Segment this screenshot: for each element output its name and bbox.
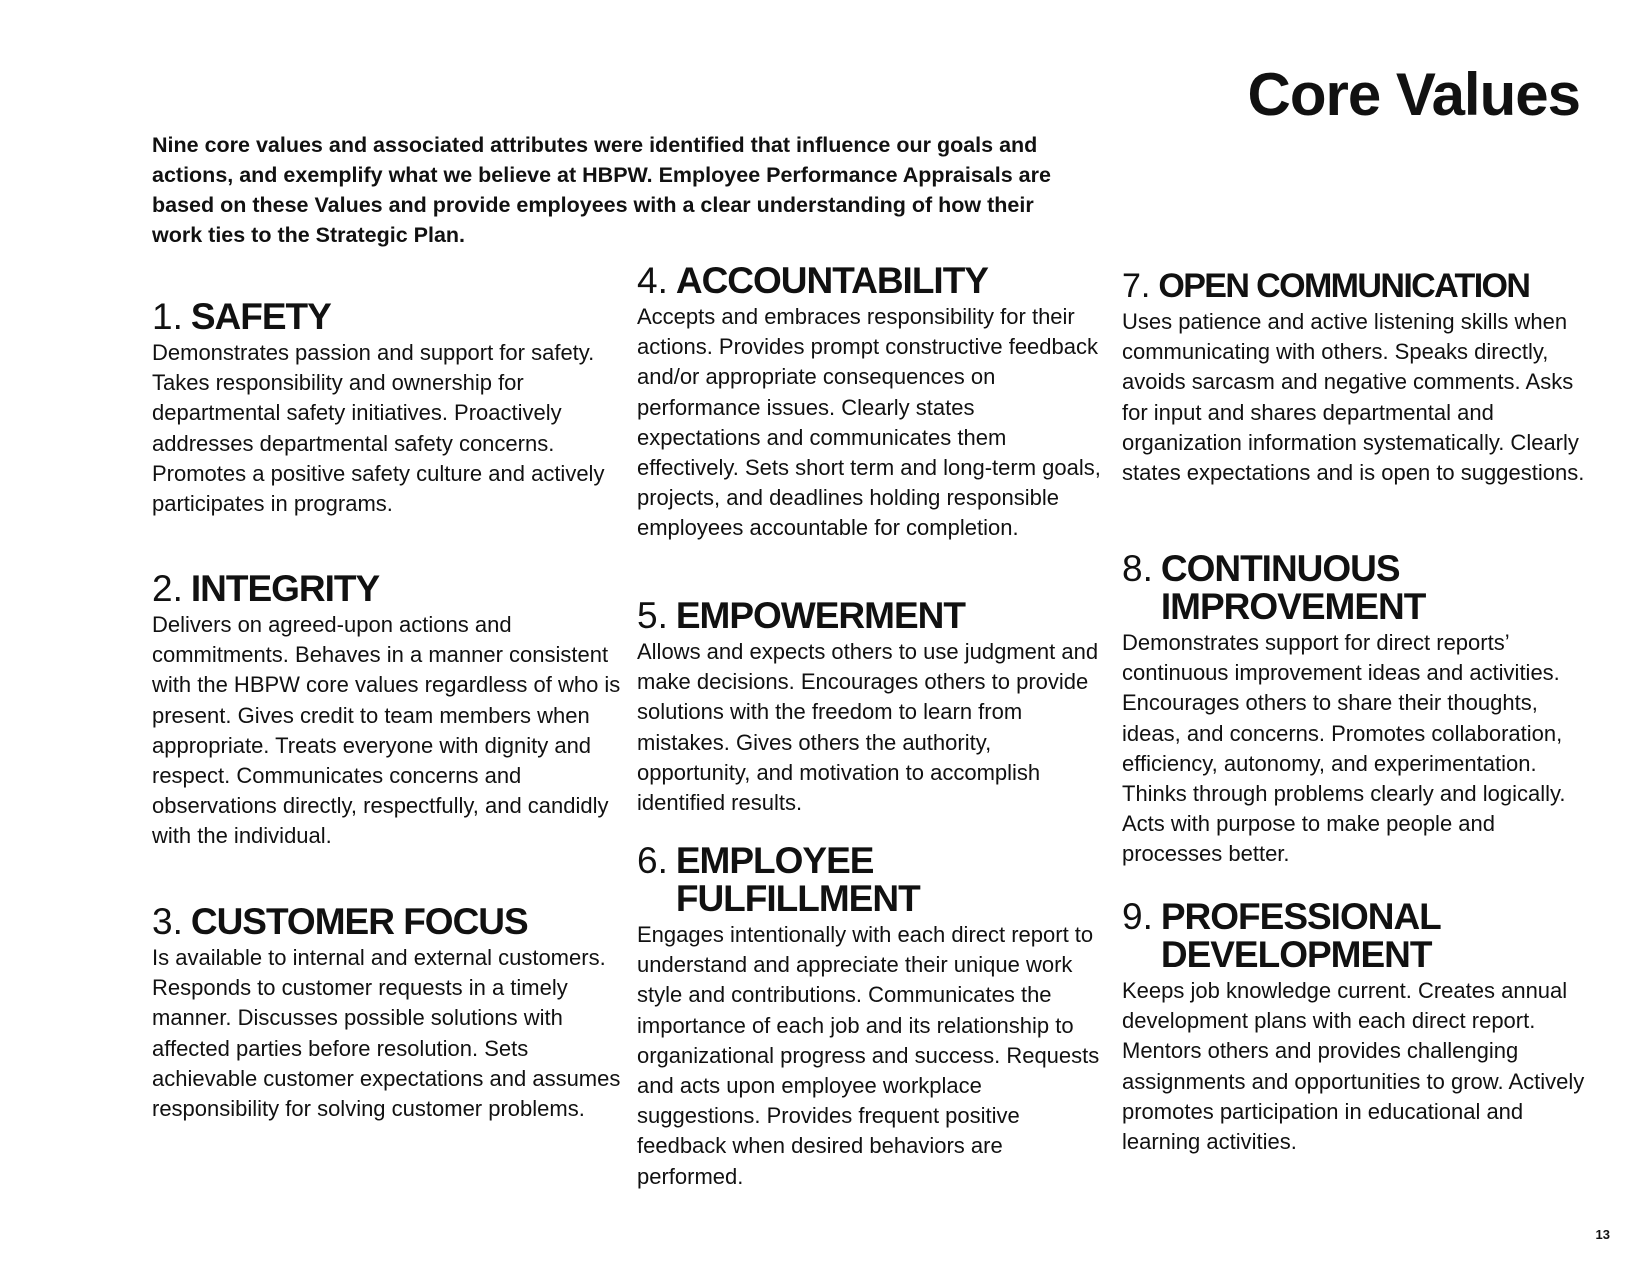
value-number: 7.	[1122, 267, 1151, 305]
value-name: OPEN COMMUNICATION	[1158, 267, 1530, 305]
value-number: 6.	[637, 840, 668, 881]
core-value-continuous-improvement	[1122, 550, 1592, 870]
core-value-accountability	[637, 262, 1102, 544]
value-name: CUSTOMER FOCUS	[190, 901, 528, 942]
core-value-employee-fulfillment	[637, 842, 1102, 1192]
value-description: Demonstrates support for direct reports’ continuous improvement ideas and activities. Encourages others to share their thoughts, ideas, and concerns. Promotes collaboration, efficiency, autonomy, and experimentation. Thinks through problems clearly and logically. Acts with purpose to make people and processes better.	[1122, 630, 1566, 867]
value-name: EMPLOYEE FULFILLMENT	[675, 840, 920, 919]
page-title: Core Values	[1247, 61, 1580, 128]
value-heading	[637, 597, 1102, 635]
value-heading	[152, 903, 622, 941]
value-number: 1.	[152, 296, 183, 337]
value-number: 8.	[1122, 548, 1153, 589]
value-number: 2.	[152, 568, 183, 609]
value-description: Accepts and embraces responsibility for their actions. Provides prompt constructive feedback and/or appropriate consequences on performance issues. Clearly states expectations and communicates them effectively. Sets short term and long-term goals, projects, and deadlines holding responsible employees accountable for completion.	[637, 304, 1101, 541]
value-heading	[637, 262, 1102, 300]
core-value-open-communication	[1122, 267, 1592, 488]
value-heading	[1122, 267, 1592, 305]
value-name: SAFETY	[190, 296, 331, 337]
value-heading	[1122, 898, 1592, 974]
value-description: Engages intentionally with each direct report to understand and appreciate their unique work style and contributions. Communicates the importance of each job and its relationship to organizational progress and success. Requests and acts upon employee workplace suggestions. Provides frequent positive feedback when desired behaviors are performed.	[637, 922, 1100, 1189]
core-value-integrity	[152, 570, 622, 852]
value-number: 5.	[637, 595, 668, 636]
value-name: EMPOWERMENT	[675, 595, 965, 636]
value-description: Delivers on agreed-upon actions and commitments. Behaves in a manner consistent with the HBPW core values regardless of who is present. Gives credit to team members when appropriate. Treats everyone with dignity and respect. Communicates concerns and observations directly, respectfully, and candidly with the individual.	[152, 612, 621, 849]
value-number: 3.	[152, 901, 183, 942]
intro-paragraph: Nine core values and associated attributes were identified that influence our goals and actions, and exemplify what we believe at HBPW. Employee Performance Appraisals are based on these Values and provide employees with a clear understanding of how their work ties to the Strategic Plan.	[152, 133, 1051, 247]
value-name: INTEGRITY	[190, 568, 380, 609]
value-number: 4.	[637, 260, 668, 301]
value-name: PROFESSIONAL DEVELOPMENT	[1160, 896, 1441, 975]
value-heading	[637, 842, 1102, 918]
value-name: ACCOUNTABILITY	[675, 260, 988, 301]
value-heading	[152, 298, 622, 336]
value-heading	[152, 570, 622, 608]
core-value-professional-development	[1122, 898, 1592, 1157]
value-description: Allows and expects others to use judgment and make decisions. Encourages others to provide solutions with the freedom to learn from mistakes. Gives others the authority, opportunity, and motivation to accomplish identified results.	[637, 639, 1099, 816]
value-description: Is available to internal and external customers. Responds to customer requests in a timely manner. Discusses possible solutions with affected parties before resolution. Sets achievable customer expectations and assumes responsibility for solving customer problems.	[152, 945, 621, 1122]
value-name: CONTINUOUS IMPROVEMENT	[1160, 548, 1426, 627]
value-heading	[1122, 550, 1592, 626]
value-description: Keeps job knowledge current. Creates annual development plans with each direct report. Mentors others and provides challenging assignments and opportunities to grow. Actively promotes participation in educational and learning activities.	[1122, 978, 1585, 1155]
page-number: 13	[1595, 1227, 1610, 1242]
value-description: Uses patience and active listening skills when communicating with others. Speaks directly, avoids sarcasm and negative comments. Asks for input and shares departmental and organization information systematically. Clearly states expectations and is open to suggestions.	[1122, 309, 1585, 486]
core-value-empowerment	[637, 597, 1102, 818]
value-number: 9.	[1122, 896, 1153, 937]
core-value-safety	[152, 298, 622, 519]
core-value-customer-focus	[152, 903, 622, 1124]
value-description: Demonstrates passion and support for safety. Takes responsibility and ownership for departmental safety initiatives. Proactively addresses departmental safety concerns. Promotes a positive safety culture and actively participates in programs.	[152, 340, 605, 517]
